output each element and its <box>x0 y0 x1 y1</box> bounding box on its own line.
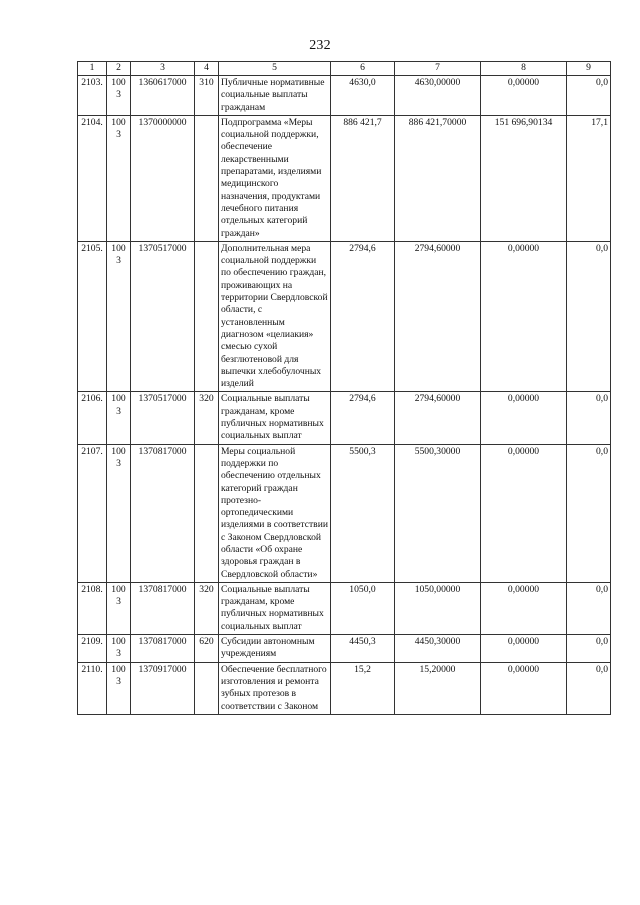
section-code-cell: 1003 <box>107 115 131 241</box>
amount-cell: 886 421,70000 <box>395 115 481 241</box>
table-row <box>78 115 611 241</box>
amount-cell: 1050,00000 <box>395 582 481 634</box>
target-code-cell: 1370517000 <box>131 241 195 392</box>
amount-cell: 886 421,7 <box>331 115 395 241</box>
amount-cell: 0,00000 <box>481 635 567 663</box>
column-header: 5 <box>219 62 331 76</box>
description-cell: Социальные выплаты гражданам, кроме публичных нормативных социальных выплат <box>219 582 331 634</box>
column-header: 6 <box>331 62 395 76</box>
table-row <box>78 76 611 116</box>
target-code-cell: 1370817000 <box>131 444 195 582</box>
column-header: 2 <box>107 62 131 76</box>
target-code-cell: 1370000000 <box>131 115 195 241</box>
section-code-cell: 1003 <box>107 392 131 444</box>
table-row <box>78 241 611 392</box>
amount-cell: 2794,60000 <box>395 241 481 392</box>
percent-cell: 0,0 <box>567 392 611 444</box>
description-cell: Меры социальной поддержки по обеспечению отдельных категорий граждан протезно-ортопедическими изделиями в соответствии с Законом Свердловской области «Об охране здоровья граждан в Свердловской области» <box>219 444 331 582</box>
amount-cell: 4450,3 <box>331 635 395 663</box>
table-row <box>78 635 611 663</box>
percent-cell: 0,0 <box>567 582 611 634</box>
section-code-cell: 1003 <box>107 241 131 392</box>
expense-type-cell <box>195 444 219 582</box>
amount-cell: 15,2 <box>331 662 395 714</box>
expense-type-cell: 320 <box>195 392 219 444</box>
section-code-cell: 1003 <box>107 635 131 663</box>
section-code-cell: 1003 <box>107 582 131 634</box>
description-cell: Подпрограмма «Меры социальной поддержки, обеспечение лекарственными препаратами, изделиями медицинского назначения, продуктами лечебного питания отдельных категорий граждан» <box>219 115 331 241</box>
description-cell: Субсидии автономным учреждениям <box>219 635 331 663</box>
amount-cell: 0,00000 <box>481 444 567 582</box>
amount-cell: 4450,30000 <box>395 635 481 663</box>
row-number-cell: 2110. <box>78 662 107 714</box>
amount-cell: 5500,30000 <box>395 444 481 582</box>
column-header: 3 <box>131 62 195 76</box>
budget-table <box>77 61 611 715</box>
page-number: 232 <box>309 38 331 53</box>
column-header: 7 <box>395 62 481 76</box>
percent-cell: 0,0 <box>567 76 611 116</box>
amount-cell: 2794,6 <box>331 241 395 392</box>
target-code-cell: 1370517000 <box>131 392 195 444</box>
target-code-cell: 1360617000 <box>131 76 195 116</box>
table-row <box>78 662 611 714</box>
target-code-cell: 1370817000 <box>131 635 195 663</box>
row-number-cell: 2107. <box>78 444 107 582</box>
expense-type-cell <box>195 115 219 241</box>
table-header-row <box>78 62 611 76</box>
target-code-cell: 1370917000 <box>131 662 195 714</box>
amount-cell: 2794,6 <box>331 392 395 444</box>
percent-cell: 0,0 <box>567 635 611 663</box>
table-row <box>78 582 611 634</box>
column-header: 8 <box>481 62 567 76</box>
row-number-cell: 2104. <box>78 115 107 241</box>
description-cell: Публичные нормативные социальные выплаты гражданам <box>219 76 331 116</box>
row-number-cell: 2106. <box>78 392 107 444</box>
amount-cell: 0,00000 <box>481 662 567 714</box>
percent-cell: 0,0 <box>567 241 611 392</box>
row-number-cell: 2103. <box>78 76 107 116</box>
column-header: 1 <box>78 62 107 76</box>
description-cell: Дополнительная мера социальной поддержки по обеспечению граждан, проживающих на территории Свердловской области, с установленным диагнозом «целиакия» смесью сухой безглютеновой для выпечки хлебобулочных изделий <box>219 241 331 392</box>
description-cell: Социальные выплаты гражданам, кроме публичных нормативных социальных выплат <box>219 392 331 444</box>
amount-cell: 4630,00000 <box>395 76 481 116</box>
row-number-cell: 2105. <box>78 241 107 392</box>
target-code-cell: 1370817000 <box>131 582 195 634</box>
amount-cell: 0,00000 <box>481 241 567 392</box>
amount-cell: 151 696,90134 <box>481 115 567 241</box>
description-cell: Обеспечение бесплатного изготовления и ремонта зубных протезов в соответствии с Законом <box>219 662 331 714</box>
amount-cell: 15,20000 <box>395 662 481 714</box>
expense-type-cell: 310 <box>195 76 219 116</box>
section-code-cell: 1003 <box>107 444 131 582</box>
amount-cell: 1050,0 <box>331 582 395 634</box>
expense-type-cell <box>195 241 219 392</box>
expense-type-cell: 620 <box>195 635 219 663</box>
column-header: 4 <box>195 62 219 76</box>
table-row <box>78 392 611 444</box>
percent-cell: 0,0 <box>567 662 611 714</box>
expense-type-cell <box>195 662 219 714</box>
column-header: 9 <box>567 62 611 76</box>
percent-cell: 0,0 <box>567 444 611 582</box>
section-code-cell: 1003 <box>107 662 131 714</box>
amount-cell: 0,00000 <box>481 76 567 116</box>
amount-cell: 4630,0 <box>331 76 395 116</box>
amount-cell: 5500,3 <box>331 444 395 582</box>
expense-type-cell: 320 <box>195 582 219 634</box>
row-number-cell: 2108. <box>78 582 107 634</box>
amount-cell: 2794,60000 <box>395 392 481 444</box>
table-row <box>78 444 611 582</box>
amount-cell: 0,00000 <box>481 392 567 444</box>
row-number-cell: 2109. <box>78 635 107 663</box>
amount-cell: 0,00000 <box>481 582 567 634</box>
section-code-cell: 1003 <box>107 76 131 116</box>
percent-cell: 17,1 <box>567 115 611 241</box>
